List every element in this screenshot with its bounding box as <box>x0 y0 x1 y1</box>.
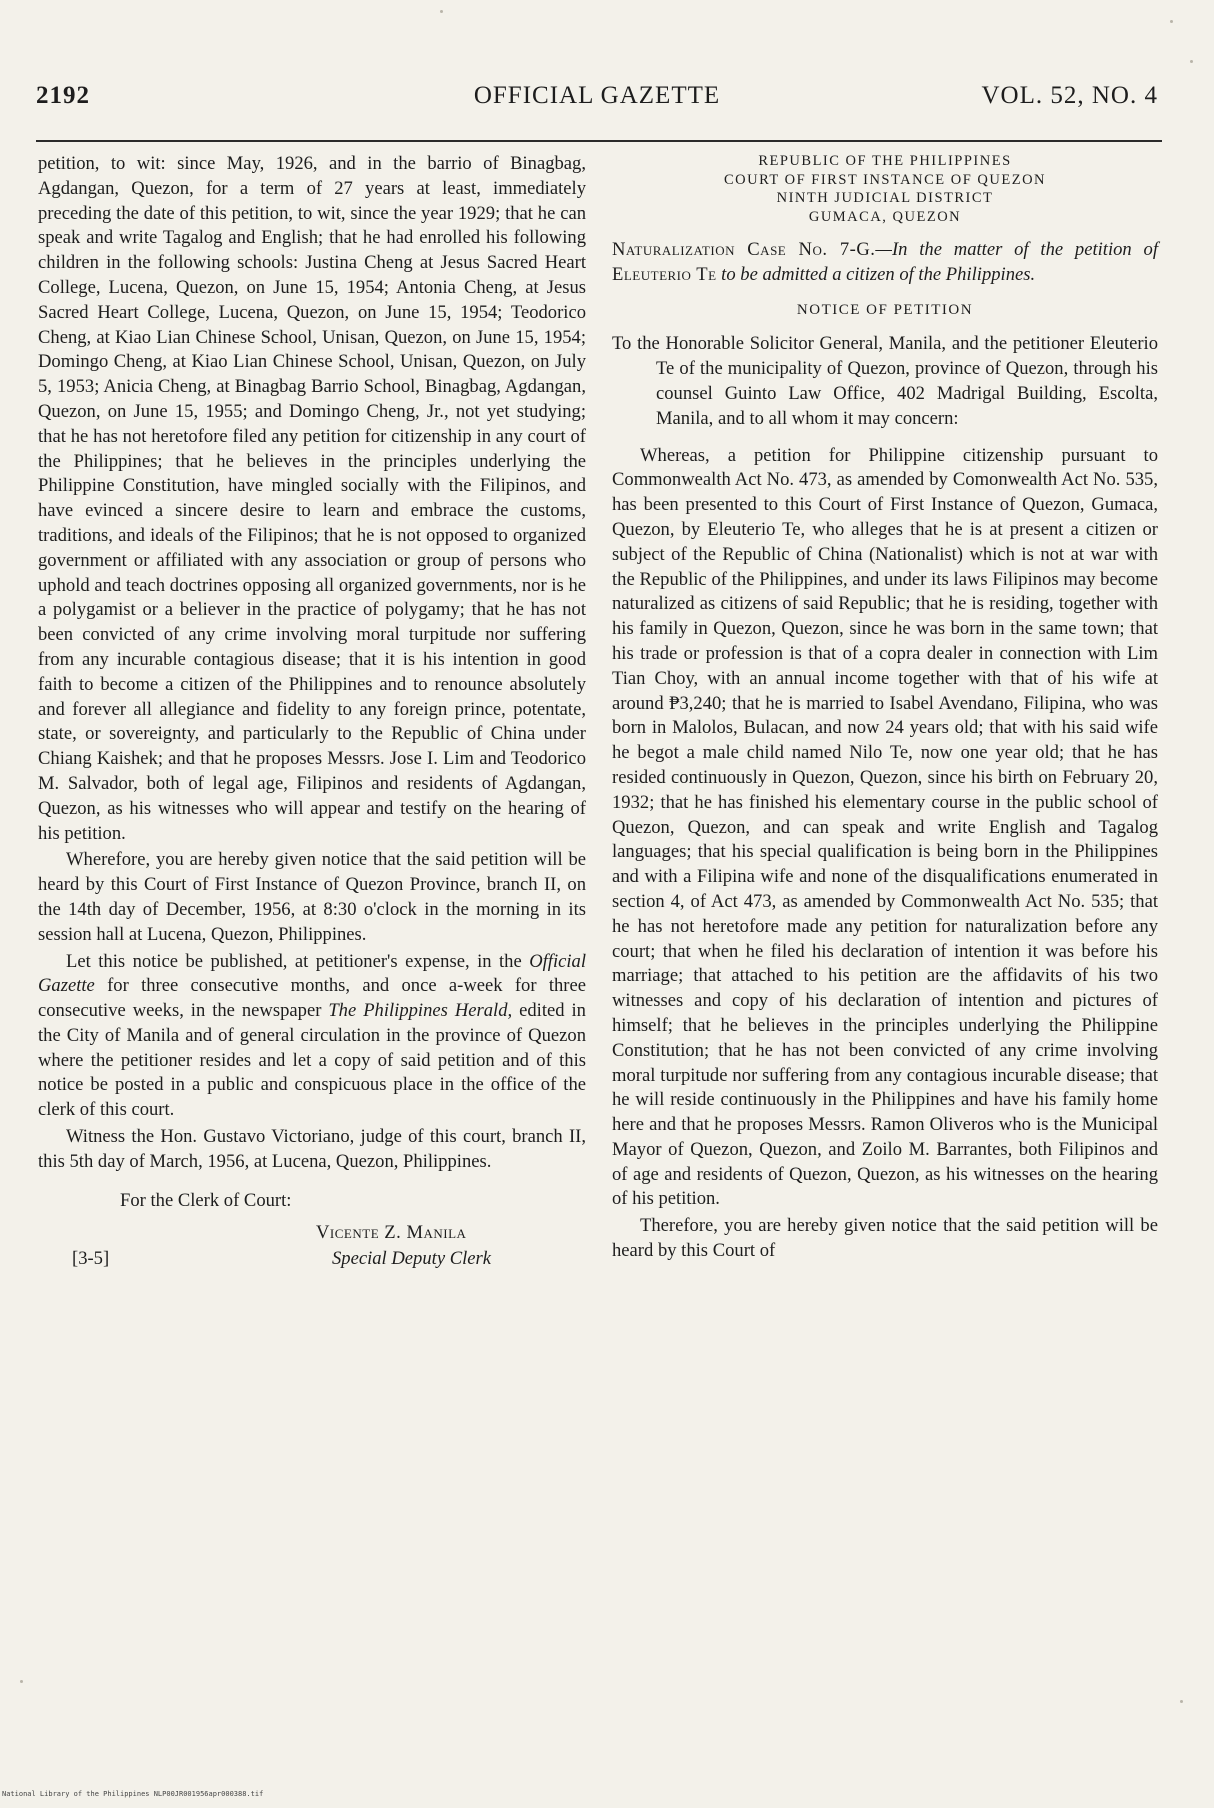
page-header <box>36 82 1158 128</box>
gazette-reference: Official Gazette <box>38 950 586 997</box>
right-column <box>612 152 1158 1266</box>
case-number: Naturalization Case No. 7-G. <box>612 239 876 260</box>
petitioner-name: Eleuterio Te <box>612 263 717 285</box>
petition-continuation: petition, to wit: since May, 1926, and in the barrio of Binagbag, Agdangan, Quezon, for a term of 27 years at least, immediately preceding the date of this petition, to wit, since the year 1929; that he can speak and write Tagalog and English; that he had enrolled his following children in the following schools: Justina Cheng at Jesus Sacred Heart College, Lucena, Quezon, on June 15, 1954; Antonia Cheng, at Jesus Sacred Heart College, Lucena, Quezon, on June 15, 1954; Teodorico Cheng, at Kiao Lian Chinese School, Unisan, Quezon, on June 15, 1954; Domingo Cheng, at Kiao Lian Chinese School, Unisan, Quezon, on July 5, 1953; Anicia Cheng, at Binagbag Barrio School, Binagbag, Agdangan, Quezon, on June 15, 1955; and Domingo Cheng, Jr., not yet studying; that he has not heretofore filed any petition for citizenship in any court of the Philippines; that he believes in the principles underlying the Philippine Constitution, have mingled socially with the Filipinos, and have evinced a sincere desire to learn and embrace the customs, traditions, and ideals of the Filipinos; that he is not opposed to organized government or affiliated with any association or group of persons who uphold and teach doctrines opposing all organized governments, nor is he a polygamist or a believer in the practice of polygamy; that he has not been convicted of any crime involving moral turpitude nor suffering from any incurable contagious disease; that it is his intention in good faith to become a citizen of the Philippines and to renounce absolutely and forever all allegiance and fidelity to any foreign prince, potentate, state, or sovereignty, and particularly to the Republic of China under Chiang Kaishek; and that he proposes Messrs. Jose I. Lim and Teodorico M. Salvador, both of legal age, Filipinos and residents of Agdangan, Quezon, as his witnesses who will appear and testify on the hearing of his petition. <box>38 153 586 844</box>
therefore-paragraph: Therefore, you are hereby given notice that the said petition will be heard by this Court of <box>612 1215 1158 1262</box>
signature-block <box>38 1189 586 1272</box>
newspaper-reference: The Philippines Herald, <box>328 1000 513 1022</box>
case-caption: Naturalization Case No. 7-G.—In the matter of the petition of Eleuterio Te to be admitted a citizen of the Philippines. <box>612 239 1159 285</box>
scan-speck <box>440 10 443 13</box>
volume-number: VOL. 52, NO. 4 <box>981 82 1158 109</box>
for-clerk-line: For the Clerk of Court: <box>120 1189 292 1211</box>
signer-name: Vicente Z. Manila <box>316 1222 467 1244</box>
publication-title: OFFICIAL GAZETTE <box>473 82 721 109</box>
wherefore-paragraph: Wherefore, you are hereby given notice that the said petition will be heard by this Court of First Instance of Quezon Province, branch II, on the 14th day of December, 1956, at 8:30 o'clock in the morning in its session hall at Lucena, Quezon, Philippines. <box>38 849 586 945</box>
scan-speck <box>1180 1700 1183 1703</box>
left-column <box>38 152 586 1271</box>
publication-paragraph: Let this notice be published, at petitioner's expense, in the Official Gazette for three consecutive months, and once a-week for three consecutive weeks, in the newspaper The Philippines Herald, edited in the City of Manila and of general circulation in the province of Quezon where the petitioner resides and let a copy of said petition and of this notice be posted in a public and conspicuous place in the office of the clerk of this court. <box>38 950 586 1121</box>
notice-reference-code: [3-5] <box>72 1248 110 1270</box>
page-number: 2192 <box>36 82 90 109</box>
header-rule <box>36 140 1162 142</box>
signer-title: Special Deputy Clerk <box>332 1248 492 1270</box>
whereas-paragraph: Whereas, a petition for Philippine citizenship pursuant to Commonwealth Act No. 473, as amended by Comonwealth Act No. 535, has been presented to this Court of First Instance of Quezon, Gumaca, Quezon, by Eleuterio Te, who alleges that he is at present a citizen or subject of the Republic of China (Nationalist) which is not at war with the Republic of the Philippines, and under its laws Filipinos may become naturalized as citizens of said Republic; that he is residing, together with his family in Quezon, Quezon, since he was born in the same town; that his trade or profession is that of a copra dealer in connection with Lim Tian Choy, with an annual income together with that of his wife at around ₱3,240; that he is married to Isabel Avendano, Filipina, who was born in Malolos, Bulacan, and now 24 years old; that with his said wife he begot a male child named Nilo Te, now one year old; that he has resided continuously in Quezon, Quezon, since his birth on February 20, 1932; that he has finished his elementary course in the public school of Quezon, Quezon, and can speak and write English and Tagalog languages; that his special qualification is being born in the Philippines and with a Filipina wife and none of the disqualifications enumerated in section 4, of Act 473, as amended by Commonwealth Act No. 535; that he has not heretofore made any petition for naturalization before any court; that when he filed his declaration of intention it was before his marriage; that attached to his petition are the affidavits of his two witnesses and copy of his declaration of intention and pictures of himself; that he believes in the principles underlying the Philippine Constitution; that he has not been convicted of any crime involving moral turpitude nor suffering from any contagious incurable disease; that he will reside continuously in the Philippines and have his family home here and that he proposes Messrs. Ramon Oliveros who is the Municipal Mayor of Quezon, Quezon, and Zoilo M. Barrantes, both Filipinos and of age and residents of Quezon, Quezon, as his witnesses on the hearing of his petition. <box>612 444 1158 1210</box>
notice-addressees: To the Honorable Solicitor General, Manila, and the petitioner Eleuterio Te of the municipality of Quezon, province of Quezon, through his counsel Guinto Law Office, 402 Madrigal Building, Escolta, Manila, and to all whom it may concern: <box>612 333 1158 429</box>
scan-speck <box>1190 60 1193 63</box>
notice-title: NOTICE OF PETITION <box>796 301 974 318</box>
witness-paragraph: Witness the Hon. Gustavo Victoriano, judge of this court, branch II, this 5th day of March, 1956, at Lucena, Quezon, Philippines. <box>38 1126 586 1172</box>
scan-speck <box>20 1680 23 1683</box>
scan-footer: National Library of the Philippines NLP00JR001956apr000388.tif <box>2 1790 264 1798</box>
court-header: REPUBLIC OF THE PHILIPPINES COURT OF FIRST INSTANCE OF QUEZON NINTH JUDICIAL DISTRICT GUMACA, QUEZON <box>723 153 1047 225</box>
scan-speck <box>1170 20 1173 23</box>
